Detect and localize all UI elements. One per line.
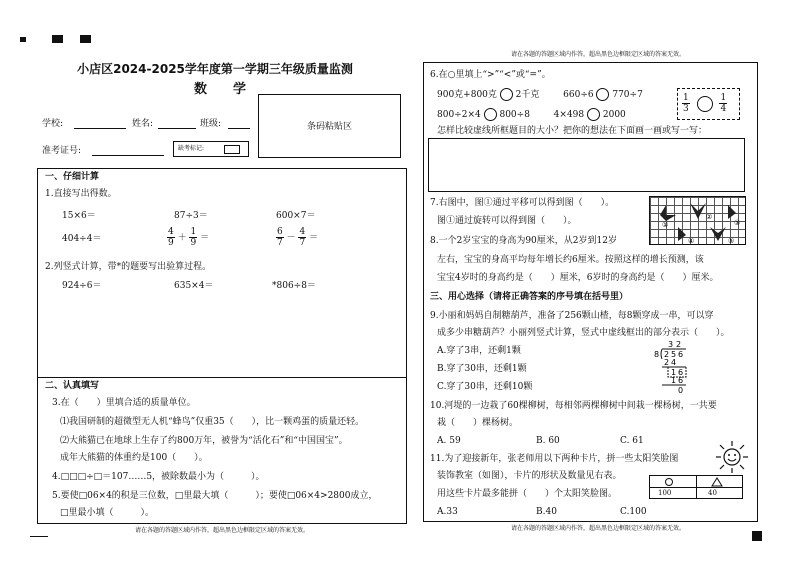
- div-dividend-2: 5: [671, 350, 677, 359]
- q1-item-2: 87÷3＝: [174, 211, 208, 221]
- q11-card-table: [649, 475, 743, 499]
- section2-title: 二、认真填写: [45, 381, 100, 391]
- q9-option-c[interactable]: C.穿了30串，还剩10颗: [437, 382, 533, 392]
- q3-text: 3.在（ ）里填合适的质量单位。: [52, 398, 196, 408]
- q10-text-2: 栽（ ）棵杨树。: [437, 418, 519, 428]
- figure-label-4: ④: [688, 237, 695, 245]
- q6-row2: 800÷2×4 800÷8 4×498 2000: [437, 110, 626, 120]
- div-r1-2: 6: [678, 368, 684, 377]
- q2-item-2: 635×4＝: [174, 281, 214, 291]
- q1-item-6: $\frac{6}{7}$ － $\frac{4}{7}$ ＝: [277, 227, 319, 248]
- q7-text-2: 图①通过旋转可以得到图（ ）。: [437, 216, 577, 226]
- q8-text-1: 8.一个2岁宝宝的身高为90厘米，从2岁到12岁: [430, 236, 617, 246]
- exam-no-label: 准考证号:: [42, 146, 82, 156]
- card-triangle-icon: [710, 477, 724, 487]
- q1-item-5: $\frac{4}{9}$ ＋ $\frac{1}{9}$ ＝: [168, 227, 210, 248]
- registration-mark-2: [52, 35, 63, 43]
- q2-title: 2.列竖式计算，带*的题要写出验算过程。: [45, 262, 212, 272]
- pinwheel-1: [660, 205, 676, 221]
- q3-2a-text: ⑵大熊猫已在地球上生存了约800万年，被誉为“活化石”和“中国国宝”。: [60, 436, 348, 446]
- pinwheel-5: [728, 205, 736, 219]
- q10-option-a[interactable]: A. 59: [437, 436, 461, 446]
- school-label: 学校:: [42, 119, 64, 129]
- q11-text-1: 11.为了迎接新年，张老师用以下两种卡片，拼一些太阳笑脸图: [430, 454, 679, 464]
- div-p1-2: 4: [671, 358, 677, 367]
- figure-label-2: ②: [706, 213, 713, 221]
- card-circle-icon: [662, 477, 676, 487]
- school-field[interactable]: [74, 128, 126, 129]
- q11-option-a[interactable]: A.33: [437, 507, 458, 517]
- div-quotient-2: 2: [676, 340, 682, 349]
- q6-answer-box[interactable]: [428, 138, 745, 192]
- exam-subject: 数 学: [193, 82, 246, 97]
- div-quotient-1: 3: [668, 340, 674, 349]
- card-count-triangle: 40: [708, 489, 717, 497]
- q6-row1: 900克+800克 2千克 660÷6 770÷7: [437, 90, 643, 100]
- q4-text: 4.□□□÷□＝107……5，被除数最小为（ ）。: [52, 472, 265, 482]
- name-field[interactable]: [158, 128, 196, 129]
- figure-label-1: ①: [662, 221, 669, 229]
- q5b-text: □里最小填（ ）。: [60, 508, 155, 518]
- q7-text-1: 7.右图中，图①通过平移可以得到图（ ）。: [430, 198, 615, 208]
- name-label: 姓名:: [132, 119, 154, 129]
- q8-text-3: 宝宝4岁时的身高约是（ ）厘米，6岁时的身高约是（ ）厘米。: [437, 273, 719, 283]
- compare-circle-3[interactable]: [484, 108, 497, 121]
- left-bottom-note: 请在各题的答题区域内作答，超出黑色边框限定区域的答案无效。: [134, 527, 309, 534]
- q9-text-2: 成多少串糖葫芦？小丽列竖式计算，竖式中虚线框出的部分表示（ ）。: [437, 328, 730, 338]
- compare-circle-1[interactable]: [500, 88, 513, 101]
- q6-text: 6.在○里填上“>”“<”或“=”。: [430, 70, 551, 80]
- q11-option-b[interactable]: B.40: [536, 507, 557, 517]
- pinwheel-2: [690, 203, 706, 219]
- absent-label: 缺考标记:: [178, 145, 205, 152]
- div-p2-1: 1: [671, 376, 677, 385]
- q6-fraction-box: $\frac{1}{3}$ $\frac{1}{4}$: [677, 88, 740, 120]
- pinwheel-figures: [650, 197, 747, 246]
- q1-item-3: 600×7＝: [276, 211, 316, 221]
- exam-no-field[interactable]: [92, 155, 164, 156]
- q10-option-c[interactable]: C. 61: [620, 436, 644, 446]
- div-p1-1: 2: [664, 358, 670, 367]
- q11-text-3: 用这些卡片最多能拼（ ）个太阳笑脸图。: [437, 489, 618, 499]
- div-r2: 0: [678, 386, 684, 394]
- section3-title: 三、用心选择（请将正确答案的序号填在括号里）: [430, 292, 629, 302]
- q6-ask: 怎样比较虚线所框题目的大小？把你的想法在下面画一画或写一写：: [437, 126, 708, 136]
- q5a-text: 5.要使□06×4的积是三位数，□里最大填（ ）；要使□06×4>2800成立，: [52, 491, 378, 501]
- div-dividend-1: 2: [664, 350, 670, 359]
- q9-long-division: [640, 338, 700, 394]
- absent-mark-box: [173, 141, 249, 157]
- pinwheel-4: [710, 227, 726, 241]
- class-label: 班级:: [200, 119, 222, 129]
- figure-label-5: ⑤: [728, 237, 735, 245]
- right-top-note: 请在各题的答题区域内作答，超出黑色边框限定区域的答案无效。: [510, 51, 685, 58]
- q3-2b-text: 成年大熊猫的体重约是100（ ）。: [60, 453, 208, 463]
- section1-title: 一、仔细计算: [45, 172, 100, 182]
- exam-title: 小店区2024-2025学年度第一学期三年级质量监测: [77, 62, 353, 76]
- compare-circle-2[interactable]: [596, 88, 609, 101]
- q9-option-a[interactable]: A.穿了3串，还剩1颗: [437, 346, 521, 356]
- card-count-circle: 100: [658, 489, 672, 497]
- q10-option-b[interactable]: B. 60: [536, 436, 560, 446]
- q2-item-3: *806÷8＝: [272, 281, 316, 291]
- div-divisor: 8: [654, 350, 660, 359]
- sun-smiley-icon: [714, 439, 750, 475]
- registration-mark-3: [80, 35, 91, 43]
- q1-item-1: 15×6＝: [62, 211, 96, 221]
- right-bottom-note: 请在各题的答题区域内作答，超出黑色边框限定区域的答案无效。: [510, 525, 685, 532]
- barcode-area: [258, 94, 401, 158]
- section-divider: [37, 377, 407, 378]
- pinwheel-3: [678, 227, 686, 241]
- q7-grid-figure: [649, 196, 746, 245]
- q2-item-1: 924÷6＝: [62, 281, 102, 291]
- compare-circle-4[interactable]: [587, 108, 600, 121]
- q11-text-2: 装饰教室（如图），卡片的形状及数量见右表。: [437, 471, 622, 481]
- q1-title: 1.直接写出得数。: [45, 189, 117, 199]
- compare-circle-5[interactable]: [697, 96, 713, 112]
- q1-item-4: 404÷4＝: [62, 234, 102, 244]
- left-corner-line: [30, 536, 48, 537]
- absent-checkbox[interactable]: [224, 145, 240, 154]
- registration-mark-1: [20, 37, 26, 42]
- q11-option-c[interactable]: C.100: [620, 507, 647, 517]
- barcode-label: 条码粘贴区: [306, 122, 352, 132]
- div-p2-2: 6: [678, 376, 684, 385]
- q10-text-1: 10.河堤的一边栽了60棵柳树，每相邻两棵柳树中间栽一棵杨树，一共要: [430, 401, 717, 411]
- q8-text-2: 左右，宝宝的身高平均每年增长约6厘米。按照这样的增长预测，该: [437, 255, 704, 265]
- div-dividend-3: 6: [678, 350, 684, 359]
- class-field[interactable]: [228, 128, 250, 129]
- q3-1-text: ⑴我国研制的超微型无人机“蜂鸟”仅重35（ ），比一颗鸡蛋的质量还轻。: [60, 417, 365, 427]
- q9-text-1: 9.小丽和妈妈自制糖葫芦，准备了256颗山楂，每8颗穿成一串，可以穿: [430, 311, 714, 321]
- figure-label-3: ③: [734, 219, 741, 227]
- registration-mark-4: [752, 531, 762, 541]
- div-r1-1: 1: [671, 368, 677, 377]
- q9-option-b[interactable]: B.穿了30串，还剩1颗: [437, 364, 527, 374]
